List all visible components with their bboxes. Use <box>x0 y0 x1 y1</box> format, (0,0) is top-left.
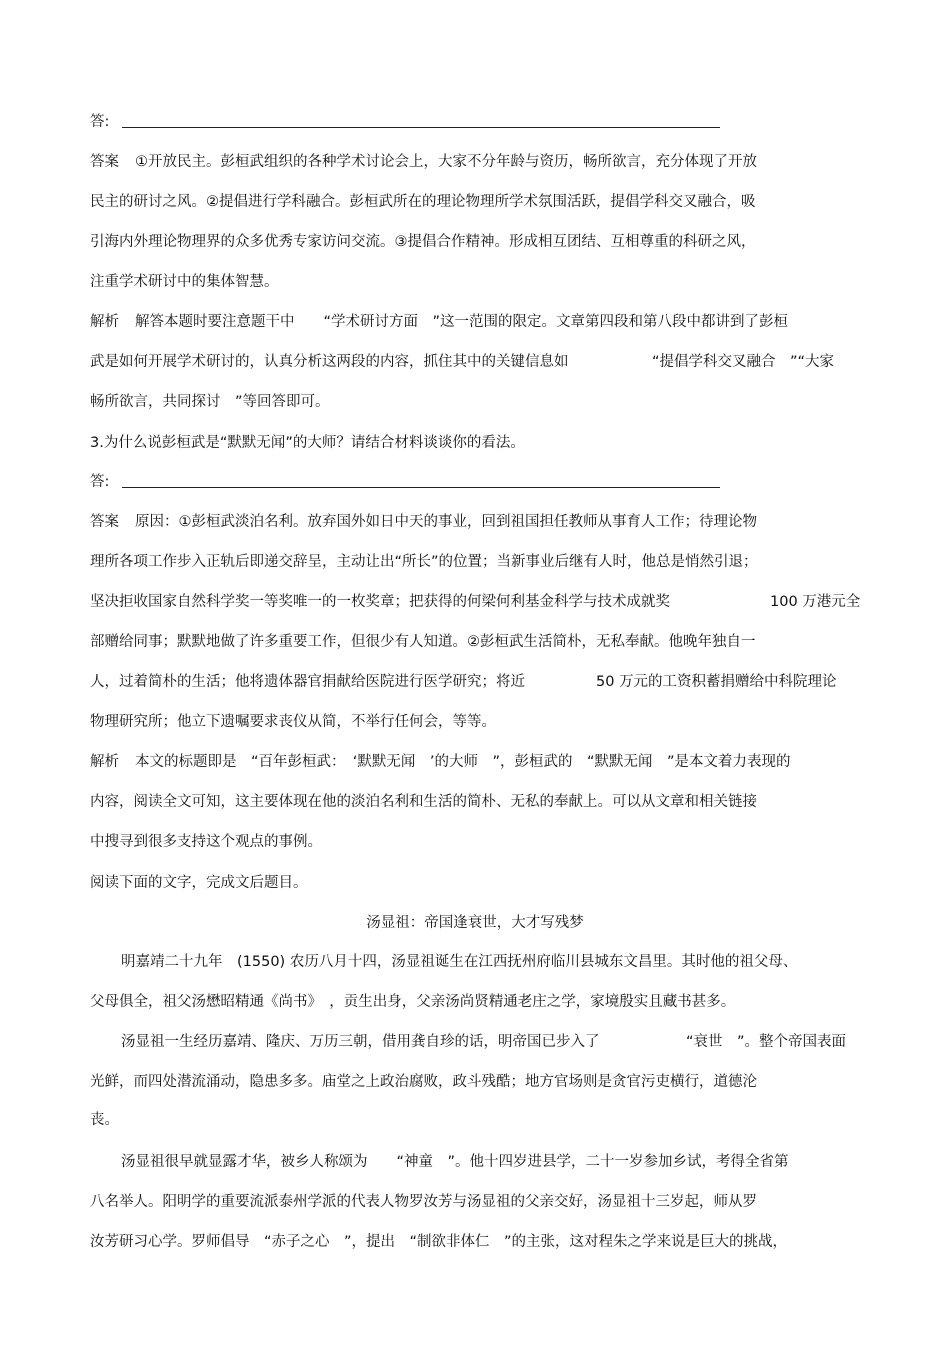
answer-paragraph: 答案 原因：①彭桓武淡泊名利。放弃国外如日中天的事业，回到祖国担任教师从事育人工作；待理论物 <box>90 514 757 530</box>
answer-line-amount: 50 万元的工资积蓄捐赠给中科院理论 <box>596 674 837 690</box>
answer-label: 答案 <box>90 514 119 530</box>
answer-prompt: 答: <box>90 114 110 130</box>
answer-blank-line <box>122 487 720 488</box>
passage-line: 光鲜，而四处潜流涌动，隐患多多。庙堂之上政治腐败，政斗残酷；地方官场则是贪官污吏横行，道德沦 <box>90 1074 757 1090</box>
answer-line: 注重学术研讨中的集体智慧。 <box>90 274 279 290</box>
analysis-line: 武是如何开展学术研讨的，认真分析这两段的内容，抓住其中的关键信息如 <box>90 354 569 370</box>
answer-line: 引海内外理论物理界的众多优秀专家访问交流。③提倡合作精神。形成相互团结、互相尊重的科研之风， <box>90 234 756 250</box>
answer-paragraph: 答案 ①开放民主。彭桓武组织的各种学术讨论会上，大家不分年龄与资历，畅所欲言，充分体现了开放 <box>90 154 757 170</box>
passage-line: 汝芳研习心学。罗师倡导 “赤子之心 ”，提出 “制欲非体仁 ”的主张，这对程朱之学来说是巨大的挑战， <box>90 1234 788 1250</box>
passage-line: 八名举人。阳明学的重要流派泰州学派的代表人物罗汝芳与汤显祖的父亲交好，汤显祖十三岁起，师从罗 <box>90 1194 757 1210</box>
passage-line: 父母俱全，祖父汤懋昭精通《尚书》 ，贡生出身，父亲汤尚贤精通老庄之学，家境殷实且藏书甚多。 <box>90 994 736 1010</box>
answer-line: 部赠给同事；默默地做了许多重要工作，但很少有人知道。②彭桓武生活简朴，无私奉献。他晚年独自一 <box>90 634 756 650</box>
analysis-paragraph: 解析 本文的标题即是 “百年彭桓武： ‘默默无闻 ’的大师 ”，彭桓武的 “默默无闻 ”是本文着力表现的 <box>90 754 791 770</box>
analysis-label: 解析 <box>90 754 119 770</box>
passage-line: 汤显祖很早就显露才华，被乡人称颂为 “神童 ”。他十四岁进县学，二十一岁参加乡试，考得全省第 <box>121 1154 789 1170</box>
answer-line: 理所各项工作步入正轨后即递交辞呈，主动让出“所长”的位置；当新事业后继有人时，他总是悄然引退； <box>90 554 758 570</box>
answer-line: 民主的研讨之风。②提倡进行学科融合。彭桓武所在的理论物理所学术氛围活跃，提倡学科交叉融合，吸 <box>90 194 756 210</box>
answer-prompt: 答: <box>90 474 110 490</box>
passage-line: 明嘉靖二十九年 (1550) 农历八月十四，汤显祖诞生在江西抚州府临川县城东文昌里。其时他的祖父母、 <box>121 954 798 970</box>
answer-line: 物理研究所；他立下遗嘱要求丧仪从简，不举行任何会，等等。 <box>90 714 496 730</box>
passage-line: 丧。 <box>90 1112 119 1128</box>
passage-line: 汤显祖一生经历嘉靖、隆庆、万历三朝，借用龚自珍的话，明帝国已步入了 <box>121 1034 600 1050</box>
passage-title: 汤显祖：帝国逢衰世，大才写残梦 <box>366 915 584 931</box>
answer-blank-line <box>122 127 720 128</box>
question-3: 3.为什么说彭桓武是“默默无闻”的大师？请结合材料谈谈你的看法。 <box>90 435 525 451</box>
answer-line: 人，过着简朴的生活；他将遗体器官捐献给医院进行医学研究；将近 <box>90 674 525 690</box>
answer-line: 坚决拒收国家自然科学奖一等奖唯一的一枚奖章；把获得的何梁何利基金科学与技术成就奖 <box>90 594 670 610</box>
answer-label: 答案 <box>90 154 119 170</box>
answer-line-amount: 100 万港元全 <box>770 594 861 610</box>
analysis-line-quote: “提倡学科交叉融合 ”“大家 <box>652 354 835 370</box>
analysis-line: 畅所欲言，共同探讨 ”等回答即可。 <box>90 394 330 410</box>
reading-instruction: 阅读下面的文字，完成文后题目。 <box>90 875 308 891</box>
analysis-paragraph: 解析 解答本题时要注意题干中 “学术研讨方面 ”这一范围的限定。文章第四段和第八段中都讲到了彭桓 <box>90 314 789 330</box>
analysis-label: 解析 <box>90 314 119 330</box>
passage-line-quote: “衰世 ”。整个帝国表面 <box>686 1034 847 1050</box>
analysis-line: 内容，阅读全文可知，这主要体现在他的淡泊名利和生活的简朴、无私的奉献上。可以从文章和相关链接 <box>90 794 757 810</box>
analysis-line: 中搜寻到很多支持这个观点的事例。 <box>90 834 322 850</box>
